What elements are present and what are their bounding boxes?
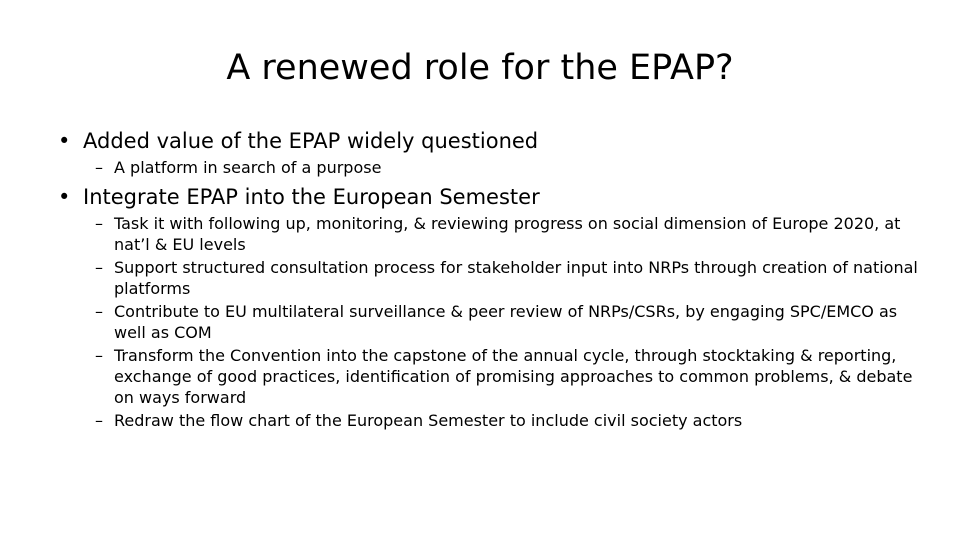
bullet-item xyxy=(58,183,918,211)
sub-bullet-glyph: – xyxy=(95,302,103,321)
slide-body xyxy=(58,127,918,431)
sub-bullet-list xyxy=(95,157,918,178)
sub-bullet-item xyxy=(95,213,918,255)
sub-bullet-item xyxy=(95,410,918,431)
sub-bullet-item xyxy=(95,257,918,299)
sub-bullet-glyph: – xyxy=(95,214,103,233)
sub-bullet-item xyxy=(95,345,918,408)
sub-bullet-list xyxy=(95,213,918,431)
sub-bullet-text: Transform the Convention into the capstone of the annual cycle, through stocktaking & reporting, exchange of good practices, identification of promising approaches to common problems, & debate on ways forward xyxy=(114,346,913,407)
bullet-text: Added value of the EPAP widely questioned xyxy=(83,129,539,153)
slide-title: A renewed role for the EPAP? xyxy=(226,48,734,88)
sub-bullet-text: A platform in search of a purpose xyxy=(114,158,382,177)
sub-bullet-item xyxy=(95,157,918,178)
sub-bullet-glyph: – xyxy=(95,258,103,277)
sub-bullet-text: Contribute to EU multilateral surveillance & peer review of NRPs/CSRs, by engaging SPC/EMCO as well as COM xyxy=(114,302,898,342)
sub-bullet-text: Support structured consultation process for stakeholder input into NRPs through creation of national platforms xyxy=(114,258,918,298)
sub-bullet-text: Redraw the flow chart of the European Semester to include civil society actors xyxy=(114,411,743,430)
bullet-text: Integrate EPAP into the European Semester xyxy=(83,185,540,209)
bullet-glyph: • xyxy=(58,129,71,153)
sub-bullet-glyph: – xyxy=(95,346,103,365)
sub-bullet-glyph: – xyxy=(95,411,103,430)
sub-bullet-text: Task it with following up, monitoring, & reviewing progress on social dimension of Europe 2020, at nat’l & EU levels xyxy=(114,214,901,254)
sub-bullet-glyph: – xyxy=(95,158,103,177)
bullet-item xyxy=(58,127,918,155)
bullet-glyph: • xyxy=(58,185,71,209)
sub-bullet-item xyxy=(95,301,918,343)
